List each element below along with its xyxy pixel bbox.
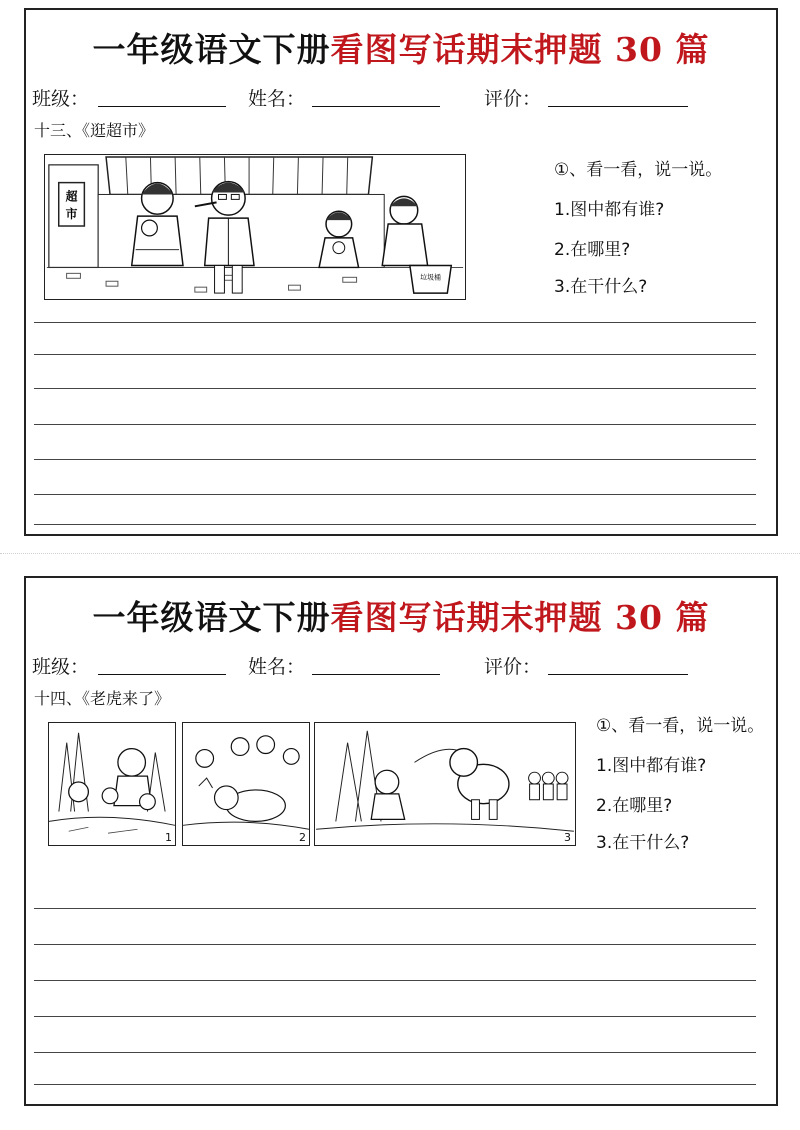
panel-2-illustration xyxy=(183,723,309,845)
shop-sign-text-1: 超 xyxy=(65,189,78,204)
panel-number-2: 2 xyxy=(299,831,306,844)
story-panel-1 xyxy=(48,722,176,846)
panel-1-illustration xyxy=(49,723,175,845)
panel-number-3: 3 xyxy=(564,831,571,844)
panel-3-illustration xyxy=(315,723,575,845)
student-info-row xyxy=(26,652,776,682)
panel-number-1: 1 xyxy=(165,831,172,844)
question-3: 3.在干什么? xyxy=(596,833,690,853)
worksheet-sheet-1 xyxy=(24,8,778,536)
writing-line[interactable] xyxy=(34,424,756,425)
story-panel-2 xyxy=(182,722,310,846)
worksheet-title xyxy=(26,592,776,639)
section-heading: 十三、《逛超市》 xyxy=(34,121,155,140)
worksheet-title xyxy=(26,24,776,71)
writing-line[interactable] xyxy=(34,354,756,355)
question-3: 3.在干什么? xyxy=(554,277,648,297)
story-panel-3 xyxy=(314,722,576,846)
question-intro: ①、看一看，说一说。 xyxy=(554,160,723,180)
evaluation-label: 评价： xyxy=(484,88,542,110)
writing-line[interactable] xyxy=(34,388,756,389)
section-heading: 十四、《老虎来了》 xyxy=(34,689,171,708)
shop-sign-text-2: 市 xyxy=(65,207,78,222)
name-label: 姓名： xyxy=(248,88,306,110)
question-intro: ①、看一看，说一说。 xyxy=(596,716,765,736)
writing-line[interactable] xyxy=(34,944,756,945)
name-field[interactable] xyxy=(312,106,440,107)
question-1: 1.图中都有谁? xyxy=(596,756,707,776)
writing-line[interactable] xyxy=(34,524,756,525)
page-separator xyxy=(0,553,800,554)
writing-line[interactable] xyxy=(34,494,756,495)
question-1: 1.图中都有谁? xyxy=(554,200,665,220)
title-grade-part: 一年级语文下册 xyxy=(92,598,331,637)
writing-line[interactable] xyxy=(34,1084,756,1085)
question-2: 2.在哪里? xyxy=(554,240,631,260)
title-grade-part: 一年级语文下册 xyxy=(92,30,331,69)
writing-line[interactable] xyxy=(34,459,756,460)
writing-line[interactable] xyxy=(34,322,756,323)
class-field[interactable] xyxy=(98,106,226,107)
class-field[interactable] xyxy=(98,674,226,675)
evaluation-label: 评价： xyxy=(484,656,542,678)
student-info-row xyxy=(26,84,776,114)
supermarket-illustration xyxy=(45,155,465,299)
bin-label-text: 垃圾桶 xyxy=(420,273,441,282)
supermarket-picture xyxy=(44,154,466,300)
writing-line[interactable] xyxy=(34,908,756,909)
class-label: 班级： xyxy=(32,656,90,678)
name-label: 姓名： xyxy=(248,656,306,678)
name-field[interactable] xyxy=(312,674,440,675)
writing-line[interactable] xyxy=(34,1052,756,1053)
evaluation-field[interactable] xyxy=(548,674,688,675)
title-topic-part: 看图写话期末押题 30 篇 xyxy=(330,30,710,69)
evaluation-field[interactable] xyxy=(548,106,688,107)
writing-line[interactable] xyxy=(34,1016,756,1017)
writing-line[interactable] xyxy=(34,980,756,981)
class-label: 班级： xyxy=(32,88,90,110)
title-topic-part: 看图写话期末押题 30 篇 xyxy=(330,598,710,637)
question-2: 2.在哪里? xyxy=(596,796,673,816)
worksheet-sheet-2 xyxy=(24,576,778,1106)
